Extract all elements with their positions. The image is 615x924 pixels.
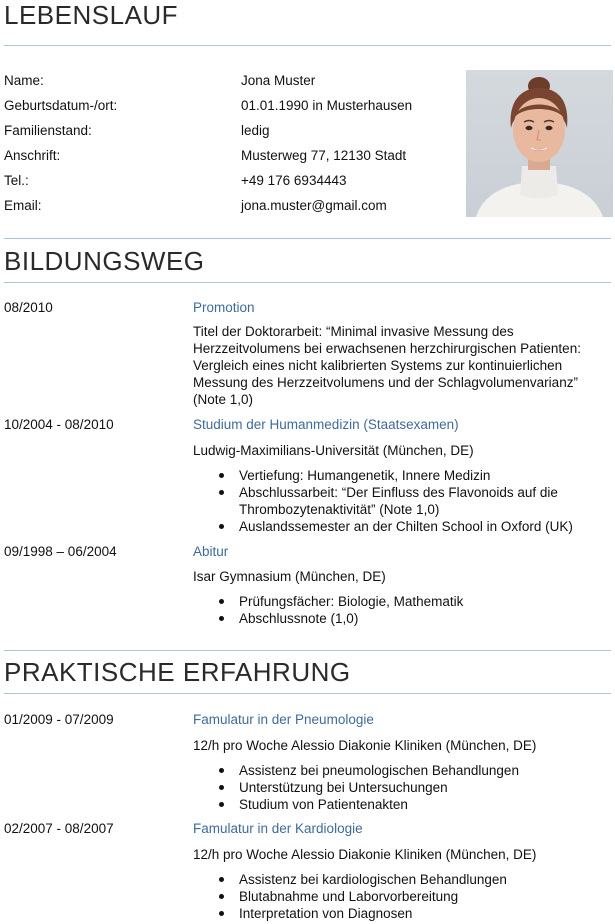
list-item: Assistenz bei pneumologischen Behandlungen <box>239 762 599 779</box>
list-item: Abschlussarbeit: “Der Einfluss des Flavonoids auf die Thrombozytenaktivität” (Note 1,0) <box>239 484 589 518</box>
education-desc-3: Isar Gymnasium (München, DE) <box>193 569 386 584</box>
personal-value-address: Musterweg 77, 12130 Stadt <box>241 148 407 163</box>
education-end-divider <box>4 650 611 651</box>
education-title-3: Abitur <box>193 544 229 559</box>
education-heading: BILDUNGSWEG <box>4 246 205 276</box>
list-item: Unterstützung bei Untersuchungen <box>239 779 599 796</box>
profile-photo <box>466 70 613 217</box>
personal-value-birth: 01.01.1990 in Musterhausen <box>241 98 413 113</box>
experience-date-2: 02/2007 - 08/2007 <box>4 821 114 836</box>
list-item: Prüfungsfächer: Biologie, Mathematik <box>239 593 589 610</box>
personal-label-address: Anschrift: <box>4 148 61 163</box>
personal-value-phone: +49 176 6934443 <box>241 173 347 188</box>
education-date-2: 10/2004 - 08/2010 <box>4 417 114 432</box>
education-title-2: Studium der Humanmedizin (Staatsexamen) <box>193 417 459 432</box>
experience-heading: PRAKTISCHE ERFAHRUNG <box>4 657 351 687</box>
education-divider <box>4 282 611 283</box>
experience-divider <box>4 693 611 694</box>
experience-bullets-2 <box>239 871 599 922</box>
personal-label-name: Name: <box>4 73 44 88</box>
experience-date-1: 01/2009 - 07/2009 <box>4 712 114 727</box>
list-item: Auslandssemester an der Chilten School in Oxford (UK) <box>239 518 589 535</box>
experience-title-2: Famulatur in der Kardiologie <box>193 821 363 836</box>
education-desc-1: Titel der Doktorarbeit: “Minimal invasive Messung des Herzzeitvolumens bei erwachsenen herzchirurgischen Patienten: Vergleich eines nicht kalibrierten Systems zur kontinuierlichen Messung des Herzzeitvolumens und der Schlagvolumenvarianz” (Note 1,0) <box>193 324 581 407</box>
education-date-3: 09/1998 – 06/2004 <box>4 544 117 559</box>
list-item: Vertiefung: Humangenetik, Innere Medizin <box>239 467 589 484</box>
education-bullets-3 <box>239 593 589 627</box>
education-bullets-2 <box>239 467 589 535</box>
list-item: Interpretation von Diagnosen <box>239 905 599 922</box>
personal-label-birth: Geburtsdatum-/ort: <box>4 98 118 113</box>
personal-value-marital: ledig <box>241 123 270 138</box>
personal-label-marital: Familienstand: <box>4 123 92 138</box>
personal-value-name: Jona Muster <box>241 73 316 88</box>
education-desc-2: Ludwig-Maximilians-Universität (München, DE) <box>193 443 474 458</box>
list-item: Assistenz bei kardiologischen Behandlungen <box>239 871 599 888</box>
experience-title-1: Famulatur in der Pneumologie <box>193 712 374 727</box>
education-title-1: Promotion <box>193 300 255 315</box>
personal-value-email: jona.muster@gmail.com <box>241 198 387 213</box>
personal-label-email: Email: <box>4 198 42 213</box>
experience-desc-2: 12/h pro Woche Alessio Diakonie Kliniken (München, DE) <box>193 847 537 862</box>
personal-divider <box>4 238 611 239</box>
title-divider <box>4 45 611 46</box>
experience-bullets-1 <box>239 762 599 813</box>
list-item: Abschlussnote (1,0) <box>239 610 589 627</box>
list-item: Studium von Patientenakten <box>239 796 599 813</box>
portrait-illustration <box>466 70 613 217</box>
page-title: LEBENSLAUF <box>4 0 179 30</box>
experience-desc-1: 12/h pro Woche Alessio Diakonie Kliniken (München, DE) <box>193 738 537 753</box>
list-item: Blutabnahme und Laborvorbereitung <box>239 888 599 905</box>
education-date-1: 08/2010 <box>4 300 53 315</box>
personal-label-phone: Tel.: <box>4 173 29 188</box>
